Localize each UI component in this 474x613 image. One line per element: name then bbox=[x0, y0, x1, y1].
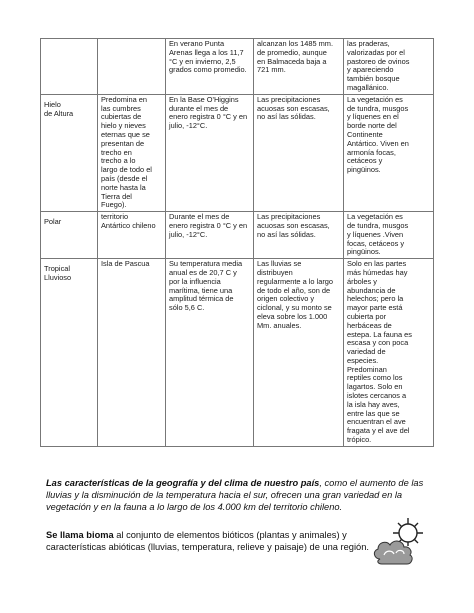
cell-line: Antártico. Viven en bbox=[347, 138, 409, 148]
cell-line: en Balmaceda baja a bbox=[257, 56, 327, 66]
cell-line: helechos; pero la bbox=[347, 294, 404, 304]
cell-line: Hielo bbox=[44, 99, 61, 109]
cell-line: Fuego). bbox=[101, 200, 127, 210]
cell-line: cetáceos y bbox=[347, 156, 383, 166]
cell-line: ciclonal, y su monto se bbox=[257, 303, 332, 313]
cell-line: largo de todo el bbox=[101, 165, 152, 175]
table-cell bbox=[254, 259, 344, 447]
table-cell bbox=[98, 259, 166, 447]
climate-table bbox=[40, 38, 434, 447]
cell-line: pingüinos. bbox=[347, 165, 381, 175]
table-cell bbox=[98, 94, 166, 211]
cell-line: durante el mes de bbox=[169, 103, 229, 113]
cell-line: las praderas, bbox=[347, 39, 390, 48]
cell-line: de todo el año, son de bbox=[257, 285, 331, 295]
cell-line: hielo y nieves bbox=[101, 121, 146, 131]
cell-line: Mm. anuales. bbox=[257, 320, 302, 330]
cell-line: de tundra, musgos bbox=[347, 103, 409, 113]
cell-line: herbáceas de bbox=[347, 320, 392, 330]
climate-zone-cell bbox=[41, 94, 98, 211]
cell-line: °C y en invierno, 2,5 bbox=[169, 56, 236, 66]
table-row bbox=[41, 212, 434, 259]
table-cell bbox=[98, 39, 166, 95]
table-cell bbox=[166, 212, 254, 259]
cell-line: abundancia de bbox=[347, 285, 396, 295]
cell-line: borde norte del bbox=[347, 121, 397, 131]
cell-line: islotes cercanos a bbox=[347, 391, 407, 401]
cell-line: valorizadas por el bbox=[347, 47, 405, 57]
table-cell bbox=[166, 39, 254, 95]
cell-line: de tundra, musgos bbox=[347, 220, 409, 230]
cell-line: armonía focas, bbox=[347, 147, 396, 157]
cell-line: trópico. bbox=[347, 435, 372, 445]
cell-line: sólo 5,6 C. bbox=[169, 303, 205, 313]
cell-line: más húmedas hay bbox=[347, 267, 408, 277]
cell-line: En verano Punta bbox=[169, 39, 225, 48]
cell-line: Las lluvias se bbox=[257, 259, 302, 269]
sun-behind-cloud-icon bbox=[370, 515, 434, 571]
table-cell bbox=[344, 212, 434, 259]
cell-line: Isla de Pascua bbox=[101, 259, 150, 269]
cell-line: y líquenes en el bbox=[347, 112, 399, 122]
geography-rest: , como el aumento de las lluvias y la disminución de la temperatura hacia el sur, ofrecen una gran variedad en la vegetación y en la fauna a lo largo de los 4.000 km del territorio chileno. bbox=[46, 478, 424, 512]
table-cell bbox=[254, 39, 344, 95]
cell-line: Las precipitaciones bbox=[257, 94, 321, 104]
cell-line: cubiertas de bbox=[101, 112, 142, 122]
cell-line: escasa y con poca bbox=[347, 338, 409, 348]
cell-line: también bosque bbox=[347, 74, 400, 84]
cell-line: origen colectivo y bbox=[257, 294, 315, 304]
cell-line: Lluvioso bbox=[44, 272, 72, 282]
cell-line: no así las sólidas. bbox=[257, 229, 316, 239]
cell-line: magallánico. bbox=[347, 82, 389, 92]
cell-line: lagartos. Solo en bbox=[347, 382, 403, 392]
cell-line: Continente bbox=[347, 129, 383, 139]
cell-line: fragata y el ave del bbox=[347, 426, 410, 436]
cell-line: distribuyen bbox=[257, 267, 293, 277]
cell-line: Predomina en bbox=[101, 94, 148, 104]
cell-line: Durante el mes de bbox=[169, 212, 230, 222]
biome-paragraph bbox=[46, 530, 376, 554]
geography-lead: Las características de la geografía y del clima de nuestro país bbox=[46, 478, 320, 488]
cell-line: y líquenes .Viven bbox=[347, 229, 404, 239]
cell-line: La vegetación es bbox=[347, 212, 403, 222]
cell-line: Su temperatura media bbox=[169, 259, 243, 269]
cell-line: La vegetación es bbox=[347, 94, 403, 104]
cell-line: acuosas son escasas, bbox=[257, 103, 330, 113]
cell-line: Polar bbox=[44, 217, 62, 227]
geography-paragraph bbox=[46, 478, 434, 513]
cell-line: trecho en bbox=[101, 147, 132, 157]
cell-line: estepa. La fauna es bbox=[347, 329, 412, 339]
cell-line: norte hasta la bbox=[101, 182, 146, 192]
cell-line: mayor parte está bbox=[347, 303, 403, 313]
cell-line: Tierra del bbox=[101, 191, 132, 201]
cell-line: trecho a lo bbox=[101, 156, 136, 166]
cell-line: pastoreo de ovinos bbox=[347, 56, 410, 66]
cell-line: enero registra 0 °C y en bbox=[169, 112, 248, 122]
cell-line: de Altura bbox=[44, 108, 74, 118]
table-row bbox=[41, 39, 434, 95]
cell-line: grados como promedio. bbox=[169, 65, 247, 75]
cell-line: acuosas son escasas, bbox=[257, 220, 330, 230]
cell-line: marítima, tiene una bbox=[169, 285, 233, 295]
biome-definition: al conjunto de elementos bióticos (plantas y animales) y características abióticas (lluvias, temperatura, relieve y paisaje) de una región. bbox=[46, 530, 369, 552]
cell-line: territorio bbox=[101, 212, 129, 222]
cell-line: árboles y bbox=[347, 276, 377, 286]
cell-line: por la influencia bbox=[169, 276, 221, 286]
table-cell bbox=[254, 94, 344, 211]
cell-line: las cumbres bbox=[101, 103, 141, 113]
cell-line: Las precipitaciones bbox=[257, 212, 321, 222]
table-cell bbox=[254, 212, 344, 259]
biome-term: Se llama bioma bbox=[46, 530, 114, 540]
cell-line: presentan de bbox=[101, 138, 145, 148]
cell-line: Arenas llega a los 11,7 bbox=[169, 47, 244, 57]
cell-line: focas, cetáceos y bbox=[347, 238, 405, 248]
cell-line: la isla hay aves, bbox=[347, 399, 400, 409]
climate-zone-cell bbox=[41, 39, 98, 95]
cell-line: En la Base O'Higgins bbox=[169, 94, 239, 104]
cell-line: cubierta por bbox=[347, 311, 387, 321]
cell-line: no así las sólidas. bbox=[257, 112, 316, 122]
cell-line: variedad de bbox=[347, 347, 386, 357]
cell-line: especies. bbox=[347, 355, 379, 365]
cell-line: reptiles como los bbox=[347, 373, 403, 383]
cell-line: julio, -12°C. bbox=[169, 229, 208, 239]
table-cell bbox=[344, 94, 434, 211]
cell-line: julio, -12°C. bbox=[169, 121, 208, 131]
cell-line: amplitud térmica de bbox=[169, 294, 234, 304]
table-row bbox=[41, 259, 434, 447]
cell-line: 721 mm. bbox=[257, 65, 286, 75]
table-row bbox=[41, 94, 434, 211]
cell-line: anual es de 20,7 C y bbox=[169, 267, 237, 277]
cell-line: encuentran el ave bbox=[347, 417, 406, 427]
table-cell bbox=[344, 259, 434, 447]
table-cell bbox=[166, 94, 254, 211]
cell-line: regularmente a lo largo bbox=[257, 276, 334, 286]
cell-line: y apareciendo bbox=[347, 65, 394, 75]
table-cell bbox=[98, 212, 166, 259]
climate-zone-cell bbox=[41, 259, 98, 447]
cell-line: pingüinos. bbox=[347, 247, 381, 257]
cell-line: país (desde el bbox=[101, 173, 148, 183]
table-cell bbox=[166, 259, 254, 447]
cell-line: de promedio, aunque bbox=[257, 47, 327, 57]
cell-line: eleva sobre los 1.000 bbox=[257, 311, 328, 321]
cell-line: Antártico chileno bbox=[101, 220, 156, 230]
cell-line: alcanzan los 1485 mm. bbox=[257, 39, 333, 48]
table-cell bbox=[344, 39, 434, 95]
climate-zone-cell bbox=[41, 212, 98, 259]
cell-line: Predominan bbox=[347, 364, 387, 374]
cell-line: eternas que se bbox=[101, 129, 150, 139]
cell-line: entre las que se bbox=[347, 408, 400, 418]
cell-line: Tropical bbox=[44, 264, 71, 274]
cell-line: enero registra 0 °C y en bbox=[169, 220, 248, 230]
cell-line: Solo en las partes bbox=[347, 259, 407, 269]
